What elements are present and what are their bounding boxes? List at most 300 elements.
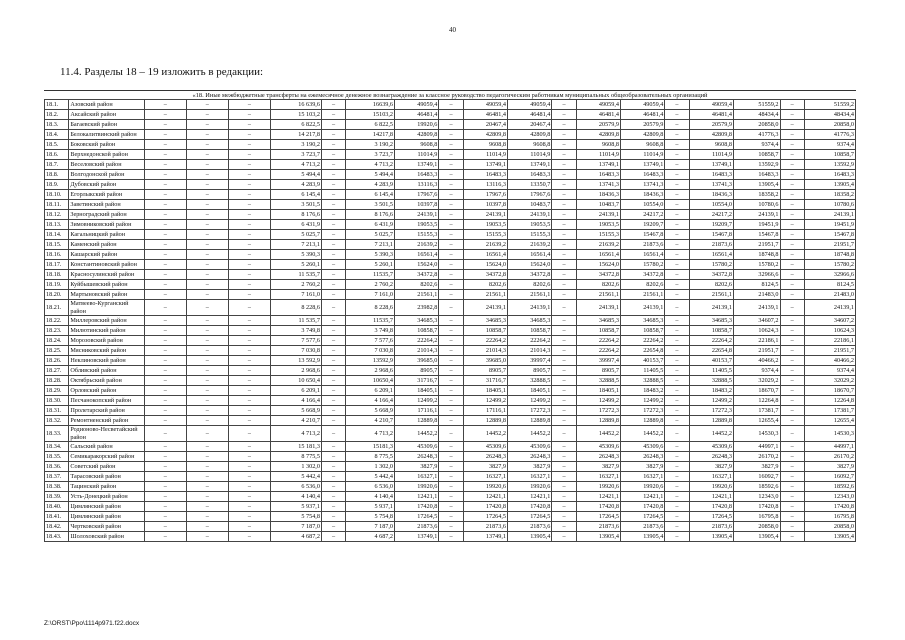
row-number-cell: 18.15. xyxy=(45,240,69,250)
row-number-cell: 18.5. xyxy=(45,140,69,150)
value-cell: – xyxy=(144,452,186,462)
value-cell: 15467,8 xyxy=(689,230,733,240)
value-cell: 8 176,6 xyxy=(270,210,321,220)
value-cell: 17116,1 xyxy=(395,406,439,416)
district-name-cell: Милютинский район xyxy=(69,326,144,336)
value-cell: 49059,4 xyxy=(576,100,620,110)
value-cell: 45309,6 xyxy=(463,442,507,452)
value-cell: 4 283,9 xyxy=(346,180,395,190)
value-cell: 4 687,2 xyxy=(270,532,321,542)
value-cell: 4 713,2 xyxy=(270,160,321,170)
district-name-cell: Кагальницкий район xyxy=(69,230,144,240)
value-cell: 3 723,7 xyxy=(346,150,395,160)
value-cell: 15 103,2 xyxy=(270,110,321,120)
value-cell: 10650,4 xyxy=(346,376,395,386)
value-cell: – xyxy=(552,120,576,130)
value-cell: 24139,1 xyxy=(463,300,507,316)
value-cell: – xyxy=(665,396,689,406)
value-cell: 19053,5 xyxy=(576,220,620,230)
value-cell: – xyxy=(228,326,270,336)
value-cell: 15155,3 xyxy=(508,230,552,240)
value-cell: – xyxy=(552,452,576,462)
value-cell: – xyxy=(552,416,576,426)
table-row xyxy=(45,366,856,376)
value-cell: 5 025,7 xyxy=(346,230,395,240)
row-number-cell: 18.27. xyxy=(45,366,69,376)
value-cell: – xyxy=(439,170,463,180)
value-cell: – xyxy=(144,462,186,472)
value-cell: 32888,5 xyxy=(576,376,620,386)
value-cell: 16561,4 xyxy=(463,250,507,260)
value-cell: 8 775,5 xyxy=(270,452,321,462)
table-row xyxy=(45,150,856,160)
value-cell: 7 030,8 xyxy=(270,346,321,356)
value-cell: 6 431,9 xyxy=(346,220,395,230)
value-cell: – xyxy=(321,406,345,416)
row-number-cell: 18.23. xyxy=(45,326,69,336)
value-cell: 14452,2 xyxy=(395,426,439,442)
value-cell: – xyxy=(780,356,804,366)
value-cell: – xyxy=(228,270,270,280)
value-cell: – xyxy=(552,210,576,220)
value-cell: – xyxy=(321,140,345,150)
value-cell: 14452,2 xyxy=(620,426,664,442)
value-cell: 10 650,4 xyxy=(270,376,321,386)
table-row xyxy=(45,376,856,386)
table-row xyxy=(45,220,856,230)
value-cell: – xyxy=(439,416,463,426)
value-cell: 10858,7 xyxy=(576,326,620,336)
value-cell: – xyxy=(186,416,228,426)
value-cell: – xyxy=(780,270,804,280)
value-cell: 8124,5 xyxy=(804,280,855,290)
value-cell: 17264,5 xyxy=(395,512,439,522)
value-cell: – xyxy=(144,386,186,396)
value-cell: 34685,3 xyxy=(576,316,620,326)
value-cell: 12889,8 xyxy=(463,416,507,426)
value-cell: – xyxy=(144,230,186,240)
value-cell: 3827,9 xyxy=(733,462,780,472)
value-cell: – xyxy=(321,522,345,532)
value-cell: 9374,4 xyxy=(804,366,855,376)
value-cell: – xyxy=(228,240,270,250)
value-cell: – xyxy=(186,160,228,170)
value-cell: – xyxy=(186,532,228,542)
value-cell: 20467,4 xyxy=(463,120,507,130)
value-cell: – xyxy=(665,140,689,150)
value-cell: 13749,1 xyxy=(395,532,439,542)
value-cell: – xyxy=(321,250,345,260)
value-cell: – xyxy=(439,502,463,512)
value-cell: – xyxy=(780,190,804,200)
table-caption: «18. Иные межбюджетные трансферты на ежемесячное денежное вознаграждение за классное руководство педагогическим работникам муниципальных общеобразовательных организаций xyxy=(44,90,856,100)
value-cell: – xyxy=(780,376,804,386)
value-cell: 5 937,1 xyxy=(270,502,321,512)
value-cell: 13749,1 xyxy=(689,160,733,170)
value-cell: 16483,3 xyxy=(689,170,733,180)
value-cell: 24139,1 xyxy=(804,210,855,220)
row-number-cell: 18.31. xyxy=(45,406,69,416)
value-cell: 16 639,6 xyxy=(270,100,321,110)
value-cell: 42809,8 xyxy=(576,130,620,140)
value-cell: 24139,1 xyxy=(733,210,780,220)
value-cell: 26170,2 xyxy=(804,452,855,462)
value-cell: 24139,1 xyxy=(508,210,552,220)
district-name-cell: Тарасовский район xyxy=(69,472,144,482)
value-cell: – xyxy=(321,356,345,366)
row-number-cell: 18.12. xyxy=(45,210,69,220)
value-cell: 13749,1 xyxy=(463,160,507,170)
value-cell: 12655,4 xyxy=(733,416,780,426)
value-cell: – xyxy=(780,180,804,190)
value-cell: 12655,4 xyxy=(804,416,855,426)
value-cell: 34372,8 xyxy=(689,270,733,280)
value-cell: 16795,8 xyxy=(804,512,855,522)
value-cell: – xyxy=(144,300,186,316)
row-number-cell: 18.30. xyxy=(45,396,69,406)
value-cell: 17420,8 xyxy=(804,502,855,512)
table-row xyxy=(45,416,856,426)
value-cell: – xyxy=(780,336,804,346)
value-cell: 18405,1 xyxy=(463,386,507,396)
row-number-cell: 18.32. xyxy=(45,416,69,426)
value-cell: 18483,2 xyxy=(689,386,733,396)
value-cell: 8202,6 xyxy=(508,280,552,290)
value-cell: 13749,1 xyxy=(508,160,552,170)
table-row xyxy=(45,502,856,512)
value-cell: – xyxy=(321,442,345,452)
district-name-cell: Шолоховский район xyxy=(69,532,144,542)
value-cell: – xyxy=(228,230,270,240)
value-cell: – xyxy=(228,130,270,140)
value-cell: – xyxy=(780,492,804,502)
value-cell: 22264,2 xyxy=(689,336,733,346)
value-cell: – xyxy=(321,290,345,300)
value-cell: 13905,4 xyxy=(689,532,733,542)
table-row xyxy=(45,326,856,336)
row-number-cell: 18.37. xyxy=(45,472,69,482)
row-number-cell: 18.22. xyxy=(45,316,69,326)
value-cell: 45309,6 xyxy=(689,442,733,452)
value-cell: 45309,6 xyxy=(508,442,552,452)
value-cell: – xyxy=(321,260,345,270)
value-cell: – xyxy=(186,326,228,336)
row-number-cell: 18.33. xyxy=(45,426,69,442)
value-cell: – xyxy=(665,190,689,200)
value-cell: 16483,3 xyxy=(804,170,855,180)
value-cell: – xyxy=(780,396,804,406)
value-cell: 16561,4 xyxy=(576,250,620,260)
value-cell: – xyxy=(144,170,186,180)
value-cell: 12889,8 xyxy=(689,416,733,426)
value-cell: – xyxy=(439,452,463,462)
value-cell: 8 228,6 xyxy=(270,300,321,316)
table-body xyxy=(45,100,856,542)
value-cell: 8202,6 xyxy=(395,280,439,290)
value-cell: 7 187,0 xyxy=(270,522,321,532)
table-row xyxy=(45,190,856,200)
value-cell: – xyxy=(186,100,228,110)
value-cell: 5 668,9 xyxy=(346,406,395,416)
value-cell: 21873,6 xyxy=(463,522,507,532)
value-cell: – xyxy=(321,120,345,130)
value-cell: 17420,8 xyxy=(463,502,507,512)
value-cell: 21014,3 xyxy=(395,346,439,356)
value-cell: 10858,7 xyxy=(733,150,780,160)
value-cell: – xyxy=(228,376,270,386)
value-cell: 13749,1 xyxy=(463,532,507,542)
value-cell: 26248,3 xyxy=(395,452,439,462)
value-cell: 4 210,7 xyxy=(270,416,321,426)
row-number-cell: 18.1. xyxy=(45,100,69,110)
table-row xyxy=(45,336,856,346)
value-cell: – xyxy=(186,442,228,452)
value-cell: 10624,3 xyxy=(804,326,855,336)
value-cell: – xyxy=(552,100,576,110)
value-cell: 16483,3 xyxy=(576,170,620,180)
value-cell: – xyxy=(552,280,576,290)
value-cell: 11014,9 xyxy=(689,150,733,160)
value-cell: 17967,6 xyxy=(508,190,552,200)
table-row xyxy=(45,512,856,522)
value-cell: – xyxy=(439,200,463,210)
value-cell: 4 210,7 xyxy=(346,416,395,426)
value-cell: – xyxy=(439,366,463,376)
value-cell: 40466,2 xyxy=(733,356,780,366)
value-cell: – xyxy=(321,482,345,492)
value-cell: – xyxy=(186,150,228,160)
value-cell: 32966,6 xyxy=(733,270,780,280)
value-cell: – xyxy=(552,230,576,240)
value-cell: – xyxy=(186,210,228,220)
value-cell: – xyxy=(665,492,689,502)
value-cell: – xyxy=(665,240,689,250)
value-cell: 46481,4 xyxy=(576,110,620,120)
value-cell: 34685,3 xyxy=(508,316,552,326)
value-cell: – xyxy=(144,260,186,270)
value-cell: – xyxy=(780,406,804,416)
table-row xyxy=(45,452,856,462)
value-cell: 16561,4 xyxy=(508,250,552,260)
value-cell: – xyxy=(552,150,576,160)
value-cell: – xyxy=(144,280,186,290)
value-cell: – xyxy=(439,240,463,250)
value-cell: 16327,1 xyxy=(689,472,733,482)
value-cell: – xyxy=(439,326,463,336)
value-cell: 24139,1 xyxy=(804,300,855,316)
table-row xyxy=(45,200,856,210)
value-cell: – xyxy=(665,472,689,482)
value-cell: – xyxy=(552,220,576,230)
value-cell: – xyxy=(228,442,270,452)
value-cell: 11535,7 xyxy=(346,270,395,280)
row-number-cell: 18.42. xyxy=(45,522,69,532)
row-number-cell: 18.38. xyxy=(45,482,69,492)
value-cell: – xyxy=(321,170,345,180)
value-cell: 18748,8 xyxy=(804,250,855,260)
value-cell: – xyxy=(186,130,228,140)
value-cell: – xyxy=(665,290,689,300)
table-row xyxy=(45,442,856,452)
value-cell: – xyxy=(780,120,804,130)
value-cell: – xyxy=(552,346,576,356)
value-cell: 24139,1 xyxy=(576,210,620,220)
value-cell: – xyxy=(665,200,689,210)
value-cell: 40153,7 xyxy=(689,356,733,366)
value-cell: 26170,2 xyxy=(733,452,780,462)
value-cell: – xyxy=(228,512,270,522)
value-cell: 6 145,4 xyxy=(346,190,395,200)
value-cell: 13741,3 xyxy=(620,180,664,190)
value-cell: – xyxy=(228,316,270,326)
value-cell: 23982,8 xyxy=(395,300,439,316)
value-cell: – xyxy=(780,250,804,260)
value-cell: 16483,3 xyxy=(620,170,664,180)
value-cell: 15467,8 xyxy=(620,230,664,240)
value-cell: 17272,3 xyxy=(689,406,733,416)
value-cell: 17967,6 xyxy=(395,190,439,200)
row-number-cell: 18.8. xyxy=(45,170,69,180)
value-cell: 12889,8 xyxy=(395,416,439,426)
value-cell: 16483,3 xyxy=(733,170,780,180)
value-cell: – xyxy=(144,502,186,512)
value-cell: – xyxy=(321,110,345,120)
value-cell: – xyxy=(780,366,804,376)
value-cell: – xyxy=(780,502,804,512)
value-cell: – xyxy=(228,100,270,110)
value-cell: 3827,9 xyxy=(508,462,552,472)
value-cell: 22654,8 xyxy=(689,346,733,356)
value-cell: 19920,6 xyxy=(463,482,507,492)
table-row xyxy=(45,356,856,366)
value-cell: 7 030,8 xyxy=(346,346,395,356)
value-cell: 26248,3 xyxy=(689,452,733,462)
value-cell: – xyxy=(665,150,689,160)
value-cell: – xyxy=(439,160,463,170)
table-row xyxy=(45,280,856,290)
row-number-cell: 18.21. xyxy=(45,300,69,316)
value-cell: – xyxy=(552,386,576,396)
value-cell: 24217,2 xyxy=(689,210,733,220)
value-cell: 20858,0 xyxy=(733,522,780,532)
value-cell: – xyxy=(144,100,186,110)
row-number-cell: 18.4. xyxy=(45,130,69,140)
value-cell: 4 713,2 xyxy=(270,426,321,442)
value-cell: – xyxy=(144,396,186,406)
value-cell: 16327,1 xyxy=(620,472,664,482)
value-cell: 5 754,8 xyxy=(270,512,321,522)
value-cell: 14452,2 xyxy=(508,426,552,442)
value-cell: 16092,7 xyxy=(804,472,855,482)
table-row xyxy=(45,462,856,472)
value-cell: 21639,2 xyxy=(508,240,552,250)
value-cell: 49059,4 xyxy=(508,100,552,110)
district-name-cell: Константиновский район xyxy=(69,260,144,270)
value-cell: – xyxy=(186,376,228,386)
value-cell: – xyxy=(186,482,228,492)
value-cell: 4 140,4 xyxy=(346,492,395,502)
value-cell: 8202,6 xyxy=(463,280,507,290)
value-cell: 8905,7 xyxy=(576,366,620,376)
value-cell: 3827,9 xyxy=(576,462,620,472)
table-row xyxy=(45,532,856,542)
value-cell: – xyxy=(780,150,804,160)
value-cell: 4 687,2 xyxy=(346,532,395,542)
value-cell: – xyxy=(321,180,345,190)
row-number-cell: 18.28. xyxy=(45,376,69,386)
value-cell: – xyxy=(186,180,228,190)
value-cell: – xyxy=(439,386,463,396)
value-cell: 2 760,2 xyxy=(270,280,321,290)
value-cell: 5 494,4 xyxy=(346,170,395,180)
value-cell: – xyxy=(186,220,228,230)
value-cell: 21873,6 xyxy=(395,522,439,532)
row-number-cell: 18.40. xyxy=(45,502,69,512)
row-number-cell: 18.10. xyxy=(45,190,69,200)
value-cell: 7 187,0 xyxy=(346,522,395,532)
value-cell: – xyxy=(552,336,576,346)
value-cell: – xyxy=(321,366,345,376)
table-row xyxy=(45,522,856,532)
row-number-cell: 18.14. xyxy=(45,230,69,240)
value-cell: 7 577,6 xyxy=(346,336,395,346)
value-cell: – xyxy=(439,300,463,316)
value-cell: 17420,8 xyxy=(733,502,780,512)
value-cell: – xyxy=(321,532,345,542)
value-cell: 21483,0 xyxy=(733,290,780,300)
value-cell: 15155,3 xyxy=(463,230,507,240)
district-name-cell: Семикаракорский район xyxy=(69,452,144,462)
value-cell: 1 302,0 xyxy=(270,462,321,472)
value-cell: 10858,7 xyxy=(804,150,855,160)
value-cell: 16795,8 xyxy=(733,512,780,522)
value-cell: 41776,3 xyxy=(804,130,855,140)
district-name-cell: Родионово-Несветайский район xyxy=(69,426,144,442)
value-cell: – xyxy=(665,442,689,452)
value-cell: – xyxy=(552,326,576,336)
district-name-cell: Егорлыкский район xyxy=(69,190,144,200)
value-cell: 19209,7 xyxy=(689,220,733,230)
value-cell: 3 723,7 xyxy=(270,150,321,160)
table-row xyxy=(45,230,856,240)
value-cell: – xyxy=(665,326,689,336)
value-cell: 9608,8 xyxy=(689,140,733,150)
value-cell: – xyxy=(186,356,228,366)
value-cell: 15155,3 xyxy=(395,230,439,240)
value-cell: – xyxy=(439,140,463,150)
district-name-cell: Сальский район xyxy=(69,442,144,452)
value-cell: – xyxy=(228,482,270,492)
value-cell: – xyxy=(186,462,228,472)
value-cell: 18358,2 xyxy=(804,190,855,200)
value-cell: – xyxy=(228,366,270,376)
value-cell: – xyxy=(144,482,186,492)
value-cell: – xyxy=(665,300,689,316)
value-cell: 20858,0 xyxy=(804,522,855,532)
row-number-cell: 18.35. xyxy=(45,452,69,462)
value-cell: 4 166,4 xyxy=(270,396,321,406)
value-cell: 14 217,8 xyxy=(270,130,321,140)
value-cell: 17420,8 xyxy=(620,502,664,512)
value-cell: – xyxy=(228,120,270,130)
value-cell: 13905,4 xyxy=(576,532,620,542)
value-cell: 10397,8 xyxy=(395,200,439,210)
value-cell: – xyxy=(439,220,463,230)
value-cell: 12264,8 xyxy=(733,396,780,406)
value-cell: – xyxy=(665,366,689,376)
value-cell: 34372,8 xyxy=(395,270,439,280)
value-cell: 32029,2 xyxy=(733,376,780,386)
